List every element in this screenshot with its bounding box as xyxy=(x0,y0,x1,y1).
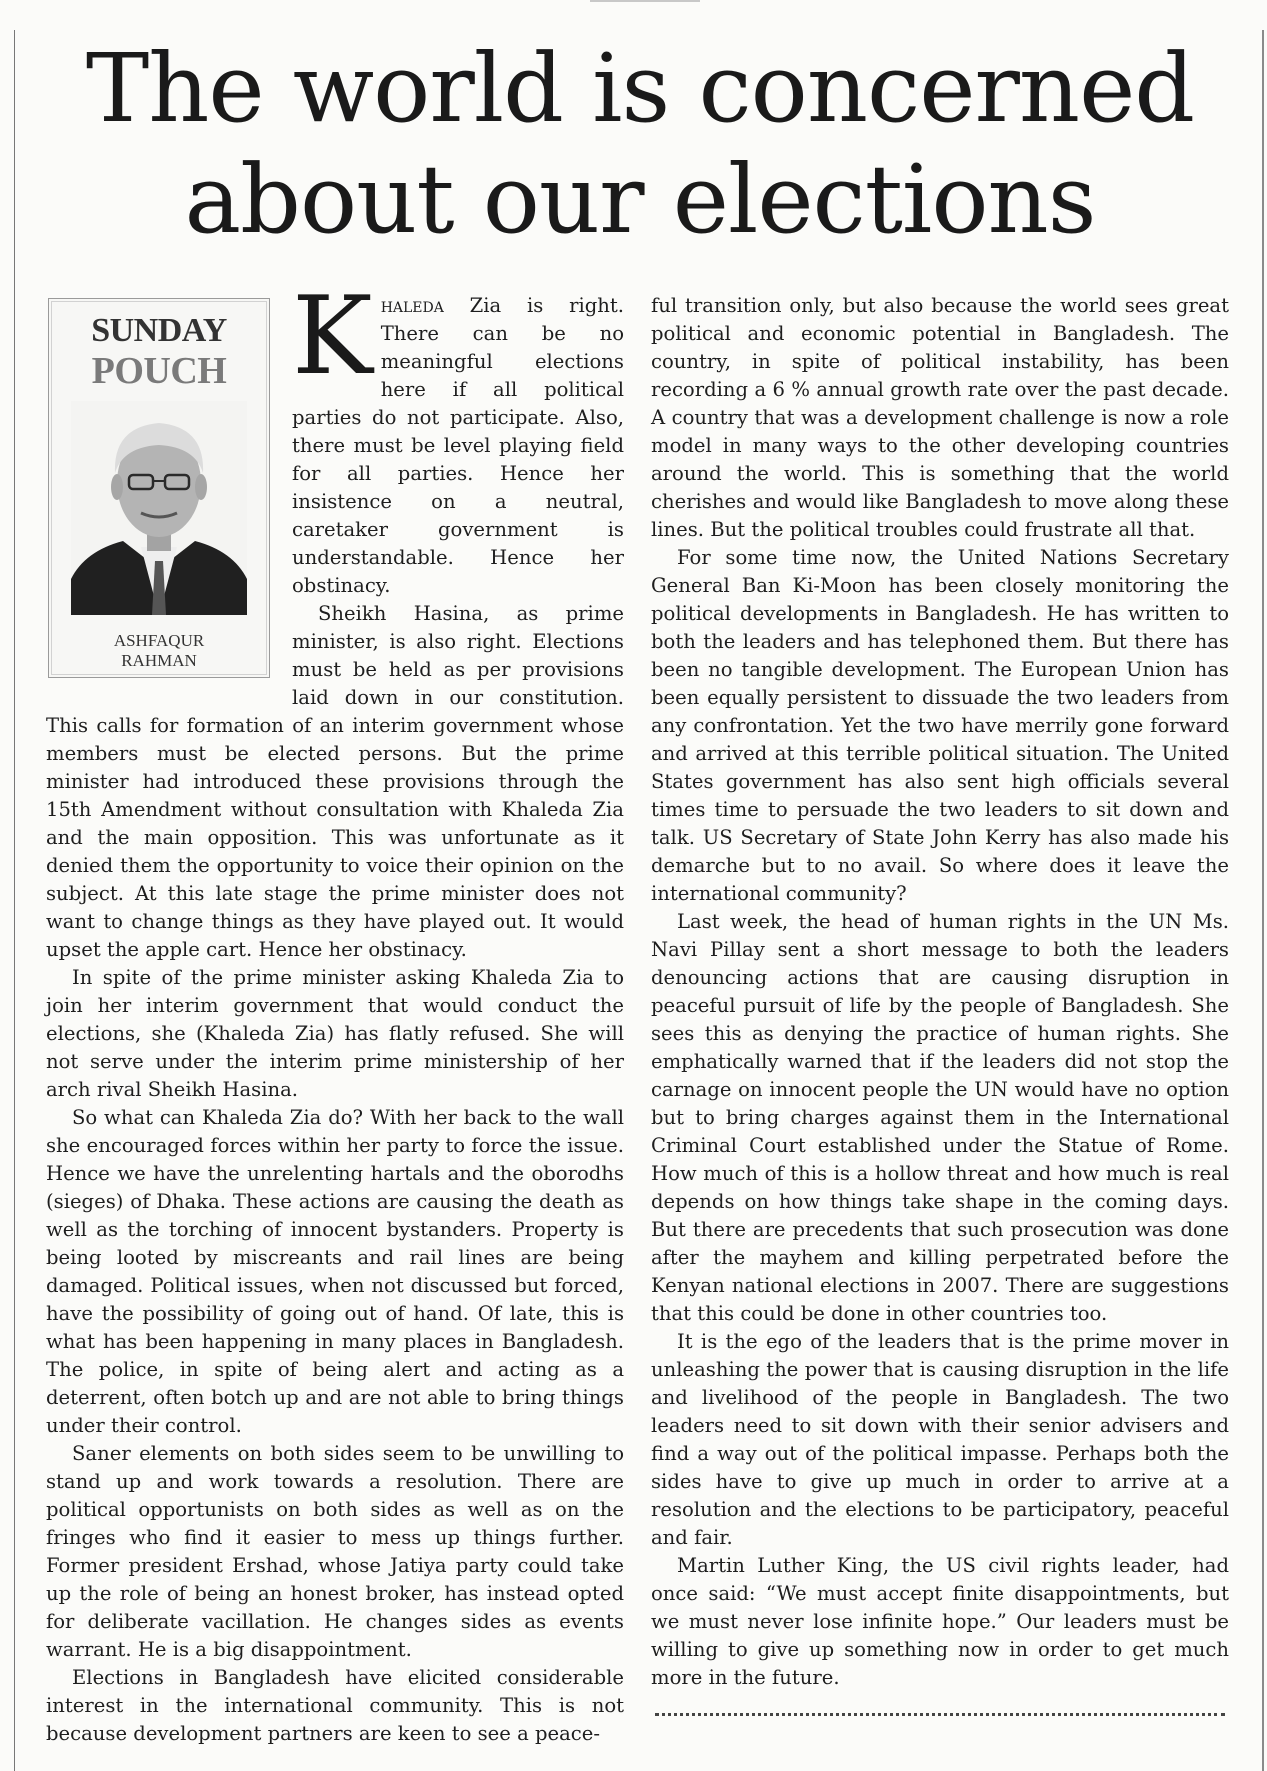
left-page-rule xyxy=(14,30,15,1771)
paragraph-2: Sheikh Hasina, as prime minister, is also right. Elections must be held as per provisions laid down in our constitution. This calls for formation of an interim government whose members must be elected persons. But the prime minister had introduced these provisions through the 15th Amendment without consultation with Khaleda Zia and the main opposition. This was unfortunate as it denied them the opportunity to voice their opinion on the subject. At this late stage the prime minister does not want to change things as they have played out. It would upset the apple cart. Hence her obstinacy. xyxy=(46,602,624,961)
drop-cap: K xyxy=(292,274,373,399)
headline-line-2: about our elections xyxy=(184,145,1096,255)
drop-cap-follow: haleda xyxy=(380,294,444,317)
column-kicker-sunday: SUNDAY xyxy=(91,312,227,349)
column-kicker-pouch: POUCH xyxy=(91,350,227,392)
right-page-rule xyxy=(1262,30,1264,1771)
author-name xyxy=(49,631,269,671)
paragraph-4: So what can Khaleda Zia do? With her back to the wall she encouraged forces within her party to force the issue. Hence we have the unrelenting hartals and the oborodhs (sieges) of Dhaka. These actions are causing the death as well as the torching of innocent bystanders. Property is being looted by miscreants and rail lines are being damaged. Political issues, when not discussed but forced, have the possibility of going out of hand. Of late, this is what has been happening in many places in Bangladesh. The police, in spite of being alert and acting as a deterrent, often botch up and are not able to bring things under their control. xyxy=(46,1106,624,1437)
author-name-line-1: ASHFAQUR xyxy=(113,631,205,650)
paragraph-3: In spite of the prime minister asking Khaleda Zia to join her interim government that would conduct the elections, she (Khaleda Zia) has flatly refused. She will not serve under the interim prime ministership of her arch rival Sheikh Hasina. xyxy=(46,966,624,1101)
headline xyxy=(30,34,1250,256)
paragraph-9: It is the ego of the leaders that is the prime mover in unleashing the power that is causing disruption in the life and livelihood of the people in Bangladesh. The two leaders need to sit down with their senior advisers and find a way out of the political impasse. Perhaps both the sides have to give up much in order to arrive at a resolution and the elections to be participatory, peaceful and fair. xyxy=(651,1330,1229,1549)
paragraph-8: Last week, the head of human rights in the UN Ms. Navi Pillay sent a short message to both the leaders denouncing actions that are causing disruption in peaceful pursuit of life by the people of Bangladesh. She sees this as denying the practice of human rights. She emphatically warned that if the leaders did not stop the carnage on innocent people the UN would have no option but to bring charges against them in the International Criminal Court established under the Statue of Rome. How much of this is a hollow threat and how much is real depends on how things take shape in the coming days. But there are precedents that such prosecution was done after the mayhem and killing perpetrated before the Kenyan national elections in 2007. There are suggestions that this could be done in other countries too. xyxy=(651,910,1229,1325)
paragraph-6-continued: ful transition only, but also because the world sees great political and economic potential in Bangladesh. The country, in spite of political instability, has been recording a 6 % annual growth rate over the past decade. A country that was a development challenge is now a role model in many ways to the other developing countries around the world. This is something that the world cherishes and would like Bangladesh to move along these lines. But the political troubles could frustrate all that. xyxy=(651,294,1229,541)
top-edge-mark xyxy=(590,0,700,2)
article-end-dotted-rule xyxy=(655,1713,1225,1716)
column-logo-box xyxy=(48,298,270,678)
headline-line-1: The world is concerned xyxy=(85,34,1195,144)
author-name-line-2: RAHMAN xyxy=(121,651,197,670)
paragraph-5: Saner elements on both sides seem to be unwilling to stand up and work towards a resolution. There are political opportunists on both sides as well as on the fringes who find it easier to mess up things further. Former president Ershad, whose Jatiya party could take up the role of being an honest broker, has instead opted for deliberate vacillation. He changes sides as events warrant. He is a big disappointment. xyxy=(46,1442,624,1661)
author-portrait xyxy=(71,401,247,615)
article-column-right xyxy=(651,292,1229,1692)
paragraph-10: Martin Luther King, the US civil rights leader, had once said: “We must accept finite disappointments, but we must never lose infinite hope.” Our leaders must be willing to give up something now in order to get much more in the future. xyxy=(651,1554,1229,1689)
paragraph-6-start: Elections in Bangladesh have elicited considerable interest in the international community. This is not because development partners are keen to see a peace- xyxy=(46,1666,624,1745)
paragraph-1-text: Zia is right. There can be no meaningful elections here if all political parties do not participate. Also, there must be level playing field for all parties. Hence her insistence on a neutral, caretaker government is understandable. Hence her obstinacy. xyxy=(292,294,624,597)
paragraph-7: For some time now, the United Nations Secretary General Ban Ki-Moon has been closely monitoring the political developments in Bangladesh. He has written to both the leaders and has telephoned them. But there has been no tangible development. The European Union has been equally persistent to dissuade the two leaders from any confrontation. Yet the two have merrily gone forward and arrived at this terrible political situation. The United States government has also sent high officials several times time to persuade the two leaders to sit down and talk. US Secretary of State John Kerry has also made his demarche but to no avail. So where does it leave the international community? xyxy=(651,546,1229,905)
article-column-left xyxy=(46,274,624,1748)
